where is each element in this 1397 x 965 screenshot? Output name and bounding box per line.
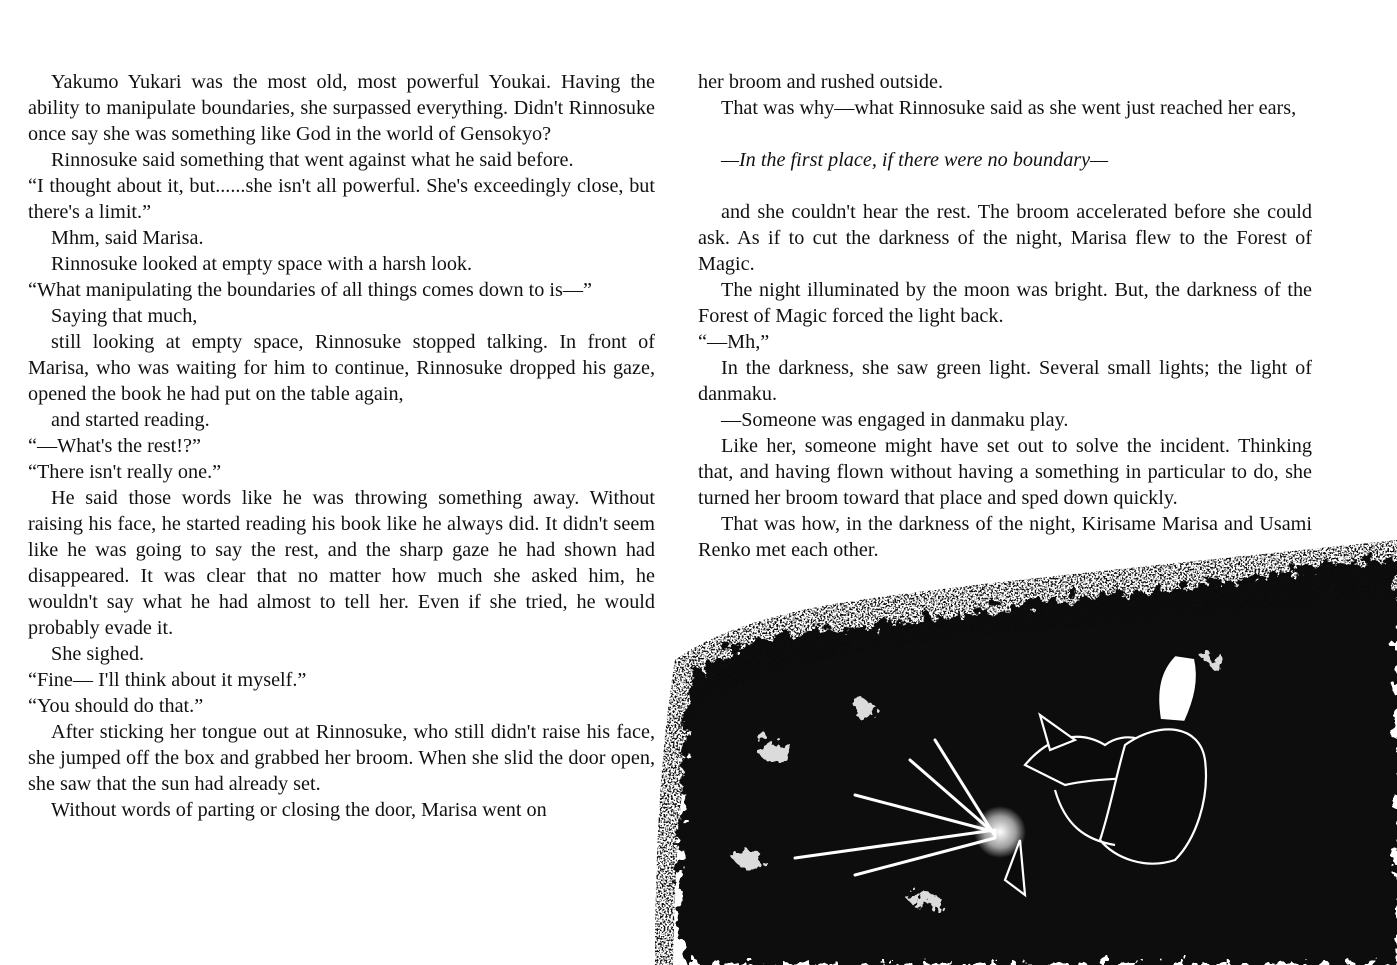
paragraph: “—Mh,” [698,331,770,353]
paragraph: Saying that much, [51,305,198,327]
italic-quote: —In the first place, if there were no boundary— [721,149,1109,171]
paragraph: her broom and rushed outside. [698,71,944,93]
paragraph: Without words of parting or closing the door, Marisa went on [51,799,547,821]
paragraph: and started reading. [51,409,210,431]
paragraph: “I thought about it, but......she isn't all powerful. She's exceedingly close, but there's a limit.” [28,175,655,223]
paragraph: Rinnosuke looked at empty space with a harsh look. [51,253,473,275]
paragraph: Like her, someone might have set out to solve the incident. Thinking that, and having flown without having a something in particular to do, she turned her broom toward that place and sped down quickly. [698,435,1312,509]
paragraph: —Someone was engaged in danmaku play. [721,409,1069,431]
paragraph: Mhm, said Marisa. [51,227,204,249]
left-page-text [28,69,655,823]
paragraph: In the darkness, she saw green light. Several small lights; the light of danmaku. [698,357,1312,405]
paragraph: That was why—what Rinnosuke said as she went just reached her ears, [721,97,1297,119]
paragraph: “There isn't really one.” [28,461,222,483]
paragraph: and she couldn't hear the rest. The broom accelerated before she could ask. As if to cut the darkness of the night, Marisa flew to the Forest of Magic. [698,201,1312,275]
paragraph: He said those words like he was throwing something away. Without raising his face, he started reading his book like he always did. It didn't seem like he was going to say the rest, and the sharp gaze he had shown had disappeared. It was clear that no matter how much she asked him, he wouldn't say what he had almost to tell her. Even if she tried, he would probably evade it. [28,487,655,639]
paragraph: That was how, in the darkness of the night, Kirisame Marisa and Usami Renko met each other. [698,513,1312,561]
witch-illustration [655,540,1397,965]
paragraph: Yakumo Yukari was the most old, most powerful Youkai. Having the ability to manipulate boundaries, she surpassed everything. Didn't Rinnosuke once say she was something like God in the world of Gensokyo? [28,71,655,145]
paragraph: “Fine— I'll think about it myself.” [28,669,307,691]
paragraph: After sticking her tongue out at Rinnosuke, who still didn't raise his face, she jumped off the box and grabbed her broom. When she slid the door open, she saw that the sun had already set. [28,721,655,795]
paragraph: “You should do that.” [28,695,204,717]
paragraph: Rinnosuke said something that went against what he said before. [51,149,574,171]
paragraph: “What manipulating the boundaries of all things comes down to is—” [28,279,593,301]
paragraph: The night illuminated by the moon was bright. But, the darkness of the Forest of Magic forced the light back. [698,279,1312,327]
paragraph: “—What's the rest!?” [28,435,201,457]
blank-line [698,121,1312,147]
paragraph: She sighed. [51,643,145,665]
paragraph: still looking at empty space, Rinnosuke stopped talking. In front of Marisa, who was waiting for him to continue, Rinnosuke dropped his gaze, opened the book he had put on the table again, [28,331,655,405]
right-page-text [698,69,1312,563]
blank-line [698,173,1312,199]
